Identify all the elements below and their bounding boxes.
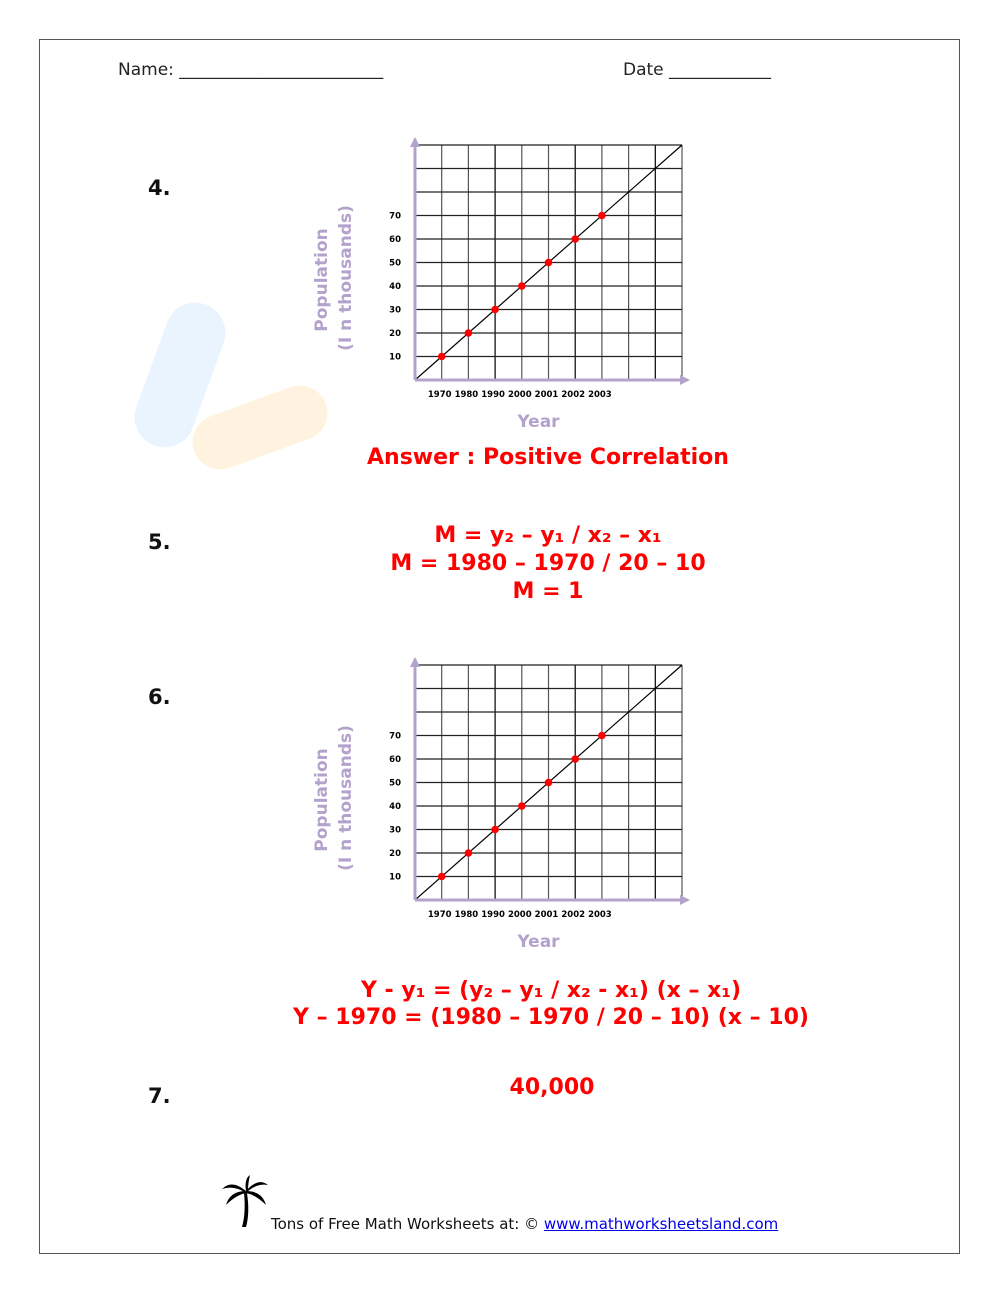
question-number: 4. <box>148 176 171 200</box>
data-point <box>598 732 606 740</box>
y-tick-label: 40 <box>389 282 401 292</box>
data-point <box>465 329 473 337</box>
answer-q6 <box>0 977 1000 1031</box>
palm-tree-icon <box>222 1175 270 1230</box>
footer-link[interactable]: www.mathworksheetsland.com <box>543 1215 779 1233</box>
y-tick-label: 20 <box>389 329 401 339</box>
date-blank: ____________ <box>669 60 772 80</box>
name-field[interactable] <box>118 60 383 80</box>
name-label: Name: <box>118 60 174 80</box>
data-point <box>465 849 473 857</box>
name-blank: ________________________ <box>179 60 384 80</box>
x-tick-label: 2000 <box>507 910 532 920</box>
x-tick-label: 1980 <box>454 390 479 400</box>
x-axis-label: Year <box>517 932 560 952</box>
footer-text: Tons of Free Math Worksheets at: © <box>271 1215 544 1233</box>
y-axis-arrow <box>410 137 420 147</box>
x-tick-label: 2002 <box>561 390 586 400</box>
formula-line: Y – 1970 = (1980 – 1970 / 20 – 10) (x – 10) <box>293 1005 809 1030</box>
x-axis-arrow <box>680 895 690 905</box>
y-tick-label: 10 <box>389 352 401 363</box>
question-number: 5. <box>148 530 171 554</box>
data-point <box>518 802 526 810</box>
y-tick-label: 30 <box>389 825 401 836</box>
scatter-chart-q4 <box>290 135 700 435</box>
footer <box>271 1215 778 1233</box>
data-point <box>438 353 446 361</box>
y-axis-label: Population <box>312 748 332 852</box>
data-point <box>598 212 606 220</box>
x-tick-label: 2001 <box>534 910 559 920</box>
data-point <box>571 235 579 243</box>
answer-q7: 40,000 <box>509 1075 595 1100</box>
y-tick-label: 70 <box>389 731 401 742</box>
data-point <box>545 259 553 267</box>
data-point <box>571 755 579 763</box>
formula-line: M = 1980 – 1970 / 20 – 10 <box>390 551 706 576</box>
x-tick-label: 1990 <box>481 910 505 920</box>
formula-line: M = y₂ – y₁ / x₂ – x₁ <box>434 523 662 548</box>
data-point <box>438 873 446 881</box>
y-axis-sublabel: (I n thousands) <box>336 725 356 871</box>
y-axis-arrow <box>410 657 420 667</box>
formula-line: M = 1 <box>512 579 584 604</box>
x-axis-arrow <box>680 375 690 385</box>
x-axis-label: Year <box>517 412 560 432</box>
x-tick-label: 1990 <box>481 390 505 400</box>
y-tick-label: 60 <box>389 755 401 765</box>
y-axis-sublabel: (I n thousands) <box>336 205 356 351</box>
x-tick-label: 1980 <box>454 910 479 920</box>
y-tick-label: 20 <box>389 849 401 859</box>
date-label: Date <box>623 60 664 80</box>
y-tick-label: 30 <box>389 305 401 316</box>
x-tick-label: 2003 <box>588 390 612 400</box>
date-field[interactable] <box>623 60 771 80</box>
question-number: 7. <box>148 1084 171 1108</box>
y-tick-label: 70 <box>389 211 401 222</box>
y-tick-label: 50 <box>389 258 401 269</box>
answer-q5 <box>0 522 1000 606</box>
data-point <box>491 826 499 834</box>
x-tick-label: 2000 <box>507 390 532 400</box>
data-point <box>518 282 526 290</box>
x-tick-label: 1970 <box>427 390 452 400</box>
y-tick-label: 40 <box>389 802 401 812</box>
y-tick-label: 10 <box>389 872 401 883</box>
question-number: 6. <box>148 685 171 709</box>
x-tick-label: 2001 <box>534 390 559 400</box>
x-tick-label: 2002 <box>561 910 586 920</box>
data-point <box>491 306 499 314</box>
y-axis-label: Population <box>312 228 332 332</box>
formula-line: Y - y₁ = (y₂ – y₁ / x₂ - x₁) (x – x₁) <box>360 978 742 1003</box>
x-tick-label: 1970 <box>427 910 452 920</box>
y-tick-label: 50 <box>389 778 401 789</box>
x-tick-label: 2003 <box>588 910 612 920</box>
data-point <box>545 779 553 787</box>
answer-q4: Answer : Positive Correlation <box>367 445 729 470</box>
y-tick-label: 60 <box>389 235 401 245</box>
scatter-chart-q6 <box>290 655 700 955</box>
